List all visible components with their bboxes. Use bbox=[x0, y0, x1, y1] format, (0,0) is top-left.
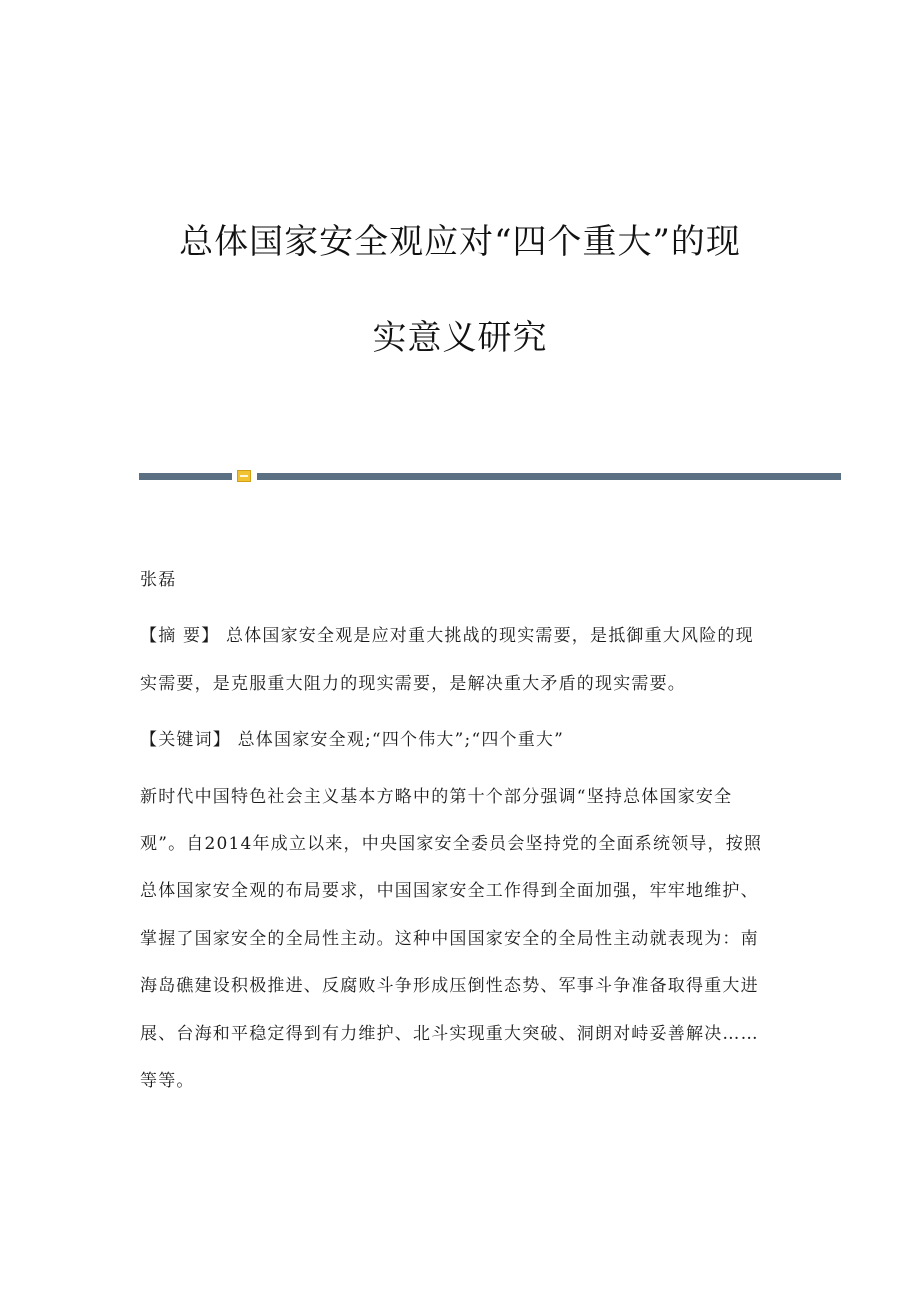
body-line-4: 掌握了国家安全的全局性主动。这种中国国家安全的全局性主动就表现为：南 bbox=[140, 929, 759, 949]
divider-bar-left bbox=[139, 473, 232, 480]
keywords-line: 【关键词】 总体国家安全观;“四个伟大”;“四个重大” bbox=[140, 730, 565, 750]
body-line-6: 展、台海和平稳定得到有力维护、北斗实现重大突破、洞朗对峙妥善解决…… bbox=[140, 1024, 759, 1044]
body-line-5: 海岛礁建设积极推进、反腐败斗争形成压倒性态势、军事斗争准备取得重大进 bbox=[140, 976, 759, 996]
document-title-line-1: 总体国家安全观应对“四个重大”的现 bbox=[179, 222, 741, 262]
document-title-line-2: 实意义研究 bbox=[372, 318, 548, 358]
abstract-line-1: 【摘 要】 总体国家安全观是应对重大挑战的现实需要，是抵御重大风险的现 bbox=[140, 626, 754, 646]
author-name: 张磊 bbox=[140, 570, 177, 590]
body-line-1: 新时代中国特色社会主义基本方略中的第十个部分强调“坚持总体国家安全 bbox=[140, 787, 733, 807]
divider-bar-right bbox=[257, 473, 841, 480]
body-line-3: 总体国家安全观的布局要求，中国国家安全工作得到全面加强，牢牢地维护、 bbox=[140, 881, 759, 901]
envelope-icon bbox=[237, 470, 251, 482]
title-divider bbox=[139, 470, 841, 482]
abstract-line-2: 实需要，是克服重大阻力的现实需要，是解决重大矛盾的现实需要。 bbox=[140, 674, 686, 694]
body-line-2: 观”。自2014年成立以来，中央国家安全委员会坚持党的全面系统领导，按照 bbox=[140, 834, 763, 854]
body-line-7: 等等。 bbox=[140, 1071, 195, 1091]
